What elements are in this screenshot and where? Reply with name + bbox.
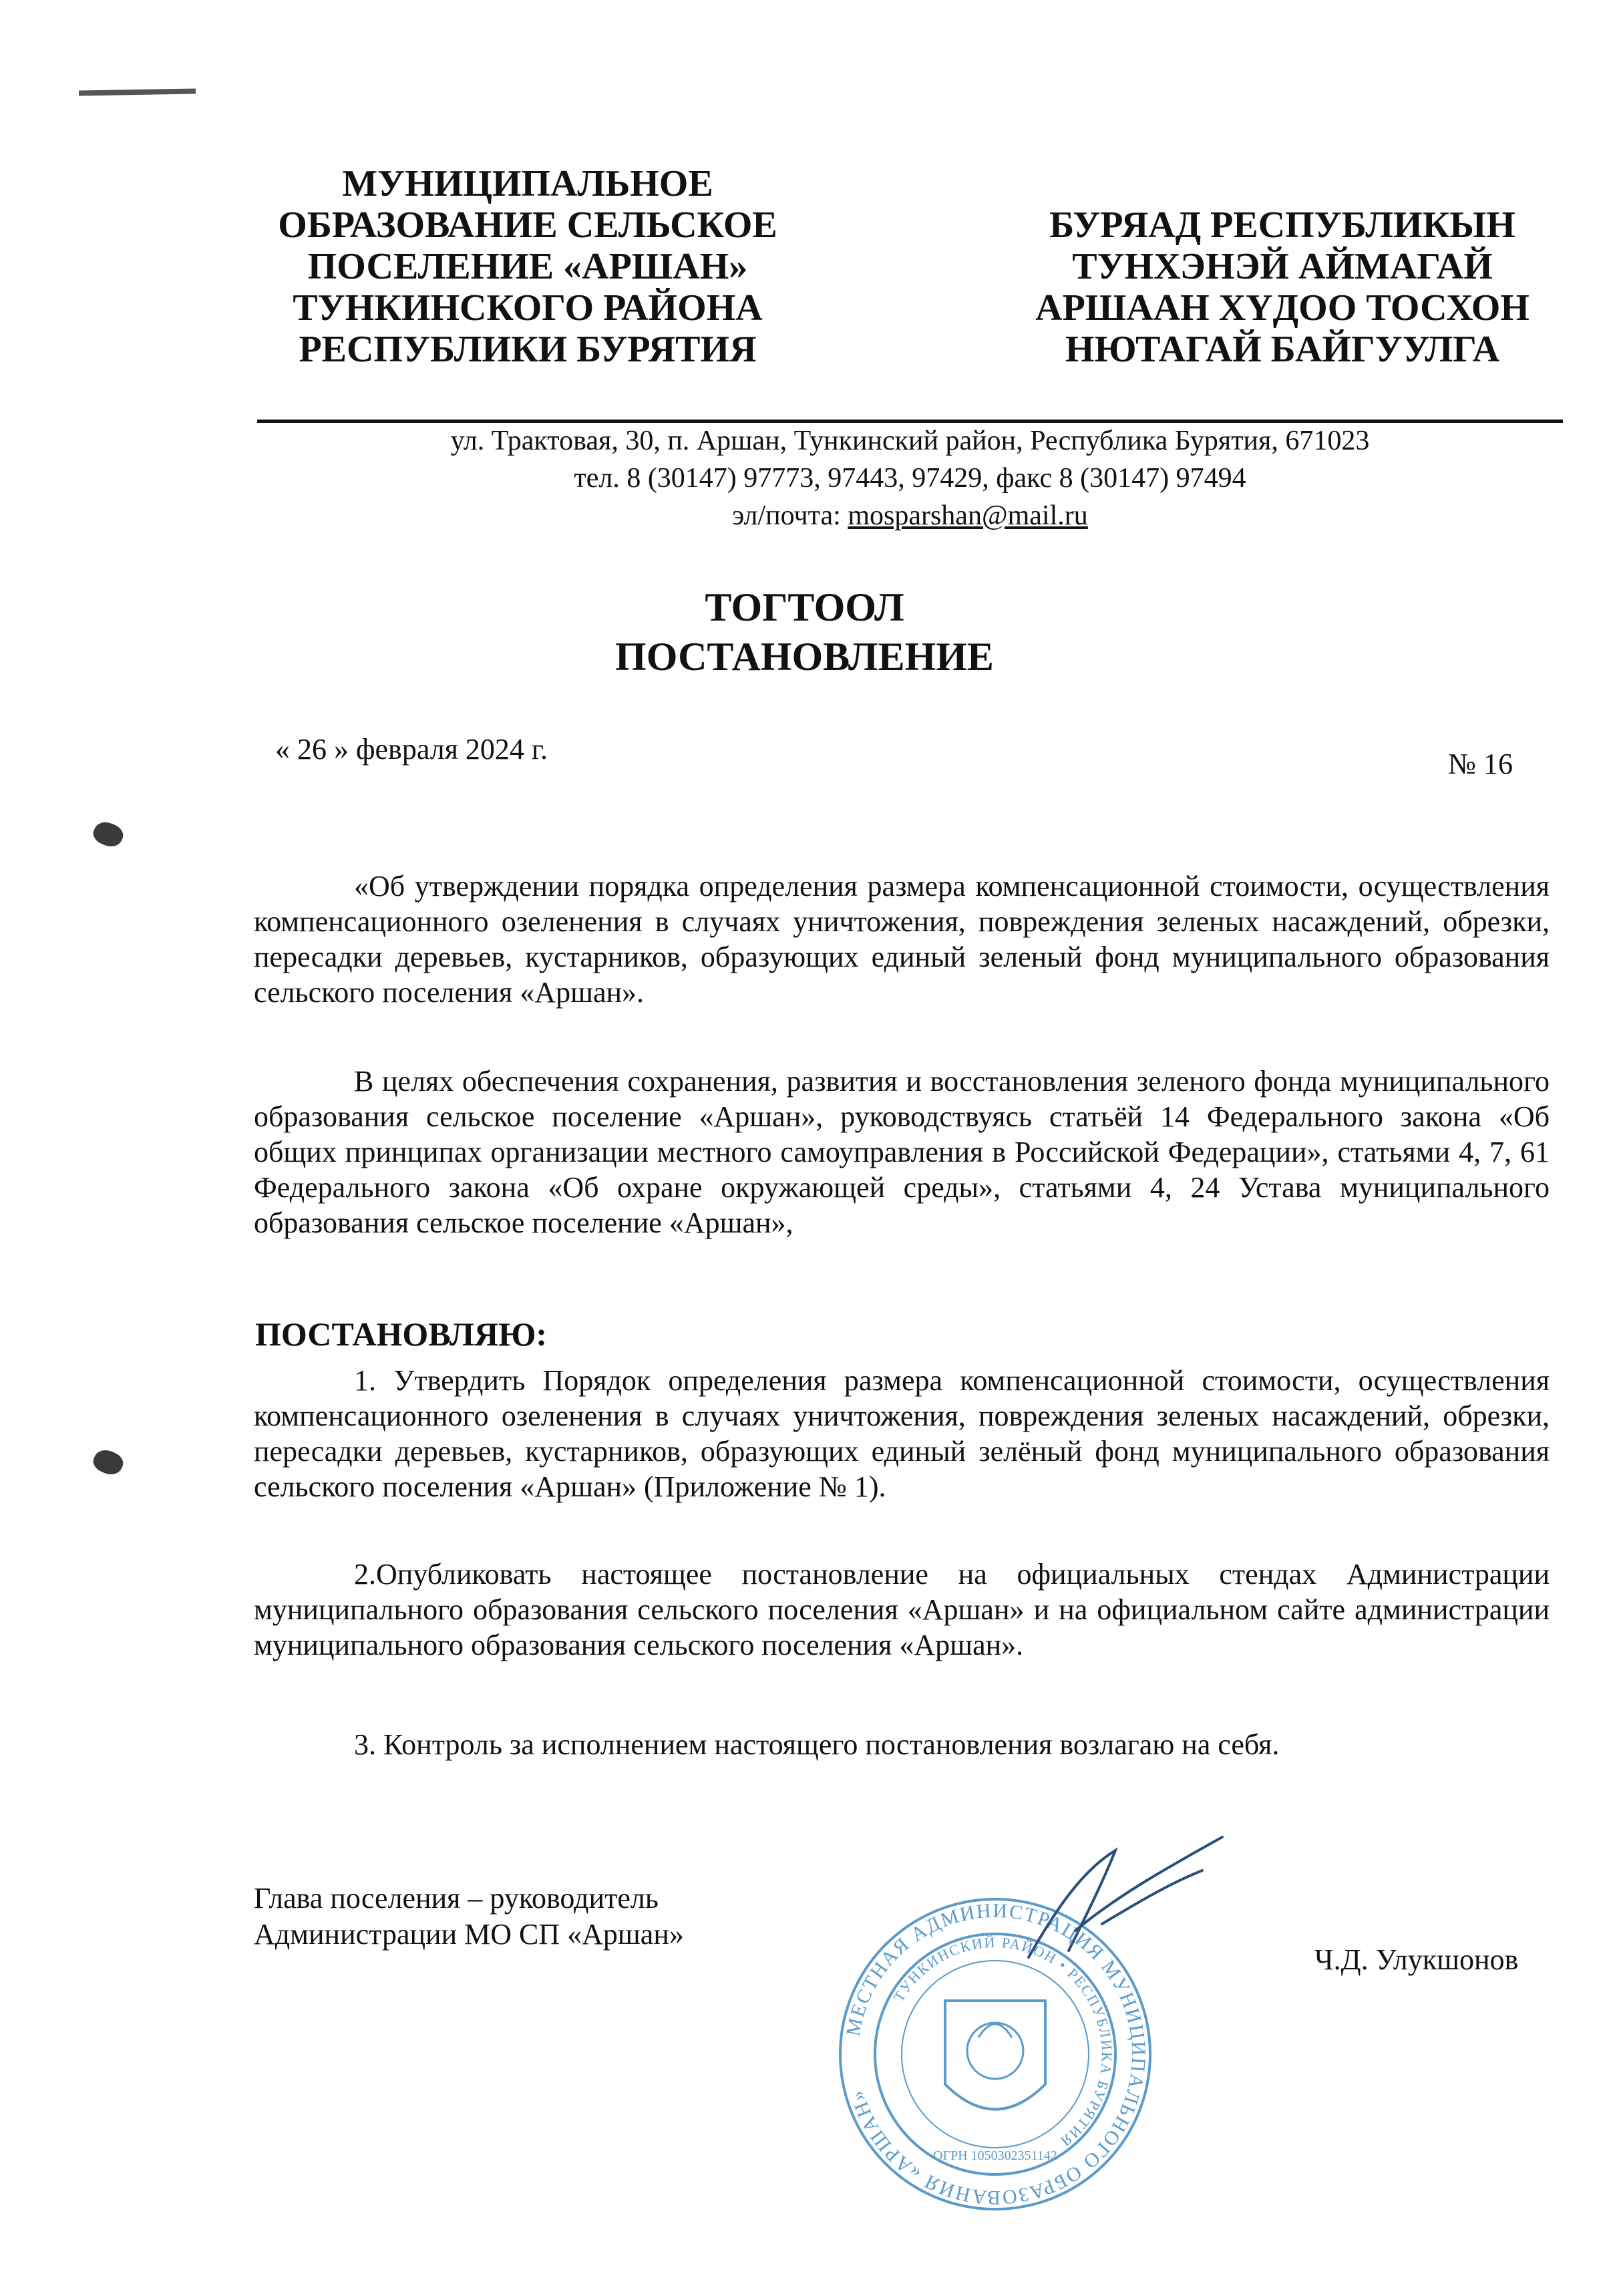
title-russian: ПОСТАНОВЛЕНИЕ xyxy=(615,635,994,679)
stamp-inner-text: ТУНКИНСКИЙ РАЙОН • РЕСПУБЛИКА БУРЯТИЯ xyxy=(890,1933,1116,2151)
preamble-text: В целях обеспечения сохранения, развития и восстановления зеленого фонда муниципального образования сельское поселение «Аршан», руководствуясь статьёй 14 Федерального закона «Об общих принципах организации местного самоуправления в Российской Федерации», статьями 4, 7, 61 Федерального закона «Об охране окружающей среды», статьями 4, 24 Устава муниципального образования сельское поселение «Аршан», xyxy=(254,1065,1550,1239)
resolution-item xyxy=(254,1363,1550,1504)
title-buryat: ТОГТООЛ xyxy=(705,585,904,629)
signatory-position xyxy=(254,1880,684,1953)
address-line: ул. Трактовая, 30, п. Аршан, Тункинский район, Республика Бурятия, 671023 xyxy=(450,426,1370,456)
header-left-line: ПОСЕЛЕНИЕ «АРШАН» xyxy=(307,246,748,287)
signatory-position-line: Администрации МО СП «Аршан» xyxy=(254,1918,684,1951)
stamp-ogrn: ОГРН 1050302351142 xyxy=(933,2148,1057,2163)
item-1-text: 1. Утвердить Порядок определения размера компенсационной стоимости, осуществления компенсационного озеленения в случаях уничтожения, повреждения зеленых насаждений, обрезки, пересадки деревьев, кустарников, образующих единый зелёный фонд муниципального образования сельского поселения «Аршан» (Приложение № 1). xyxy=(254,1364,1550,1503)
handwritten-signature xyxy=(1002,1830,1242,1964)
document-date: « 26 » февраля 2024 г. xyxy=(275,733,548,766)
resolve-heading: ПОСТАНОВЛЯЮ: xyxy=(255,1315,548,1353)
signatory-position-line: Глава поселения – руководитель xyxy=(254,1882,659,1915)
document-title xyxy=(0,583,1609,681)
header-right-line: АРШААН ХҮДОО ТОСХОН xyxy=(1035,287,1530,329)
subject-paragraph xyxy=(254,868,1550,1010)
header-right-line: НЮТАГАЙ БАЙГУУЛГА xyxy=(1065,329,1500,370)
email-label: эл/почта: xyxy=(732,500,848,531)
item-2-text: 2.Опубликовать настоящее постановление на официальных стендах Администрации муниципального образования сельского поселения «Аршан» и на официальном сайте администрации муниципального образования сельского поселения «Аршан». xyxy=(254,1558,1550,1661)
resolution-item xyxy=(254,1556,1550,1663)
subject-text: «Об утверждении порядка определения размера компенсационной стоимости, осуществления компенсационного озеленения в случаях уничтожения, повреждения зеленых насаждений, обрезки, пересадки деревьев, кустарников, образующих единый зеленый фонд муниципального образования сельского поселения «Аршан». xyxy=(254,870,1550,1009)
header-right-org-name xyxy=(1015,204,1550,370)
punch-hole-mark xyxy=(90,818,126,850)
document-number: № 16 xyxy=(1448,748,1513,780)
item-3-text: 3. Контроль за исполнением настоящего постановления возлагаю на себя. xyxy=(354,1728,1280,1761)
header-right-line: БУРЯАД РЕСПУБЛИКЫН xyxy=(1049,204,1515,246)
header-right-line: ТУНХЭНЭЙ АЙМАГАЙ xyxy=(1072,246,1493,287)
punch-hole-mark xyxy=(90,1446,126,1478)
header-left-line: ТУНКИНСКОГО РАЙОНА xyxy=(293,287,763,329)
svg-text:ТУНКИНСКИЙ РАЙОН • РЕСПУБЛИКА xyxy=(890,1934,1116,2151)
preamble-paragraph xyxy=(254,1063,1550,1241)
email-line xyxy=(257,497,1563,534)
header-left-org-name xyxy=(240,163,815,370)
email-link[interactable]: mosparshan@mail.ru xyxy=(848,500,1088,531)
header-left-line: ОБРАЗОВАНИЕ СЕЛЬСКОЕ xyxy=(278,204,777,246)
phone-line: тел. 8 (30147) 97773, 97443, 97429, факс 8 (30147) 97494 xyxy=(574,463,1246,494)
signatory-name: Ч.Д. Улукшонов xyxy=(1314,1943,1519,1976)
address-block xyxy=(257,422,1563,534)
scan-artifact-dash xyxy=(79,88,196,96)
stamp-outer-text: МЕСТНАЯ АДМИНИСТРАЦИЯ МУНИЦИПАЛЬНОГО ОБРАЗОВАНИЯ «АРШАН» xyxy=(842,1899,1150,2209)
header-left-line: МУНИЦИПАЛЬНОЕ xyxy=(342,163,713,204)
header-left-line: РЕСПУБЛИКИ БУРЯТИЯ xyxy=(299,329,757,370)
resolution-item xyxy=(254,1727,1550,1762)
